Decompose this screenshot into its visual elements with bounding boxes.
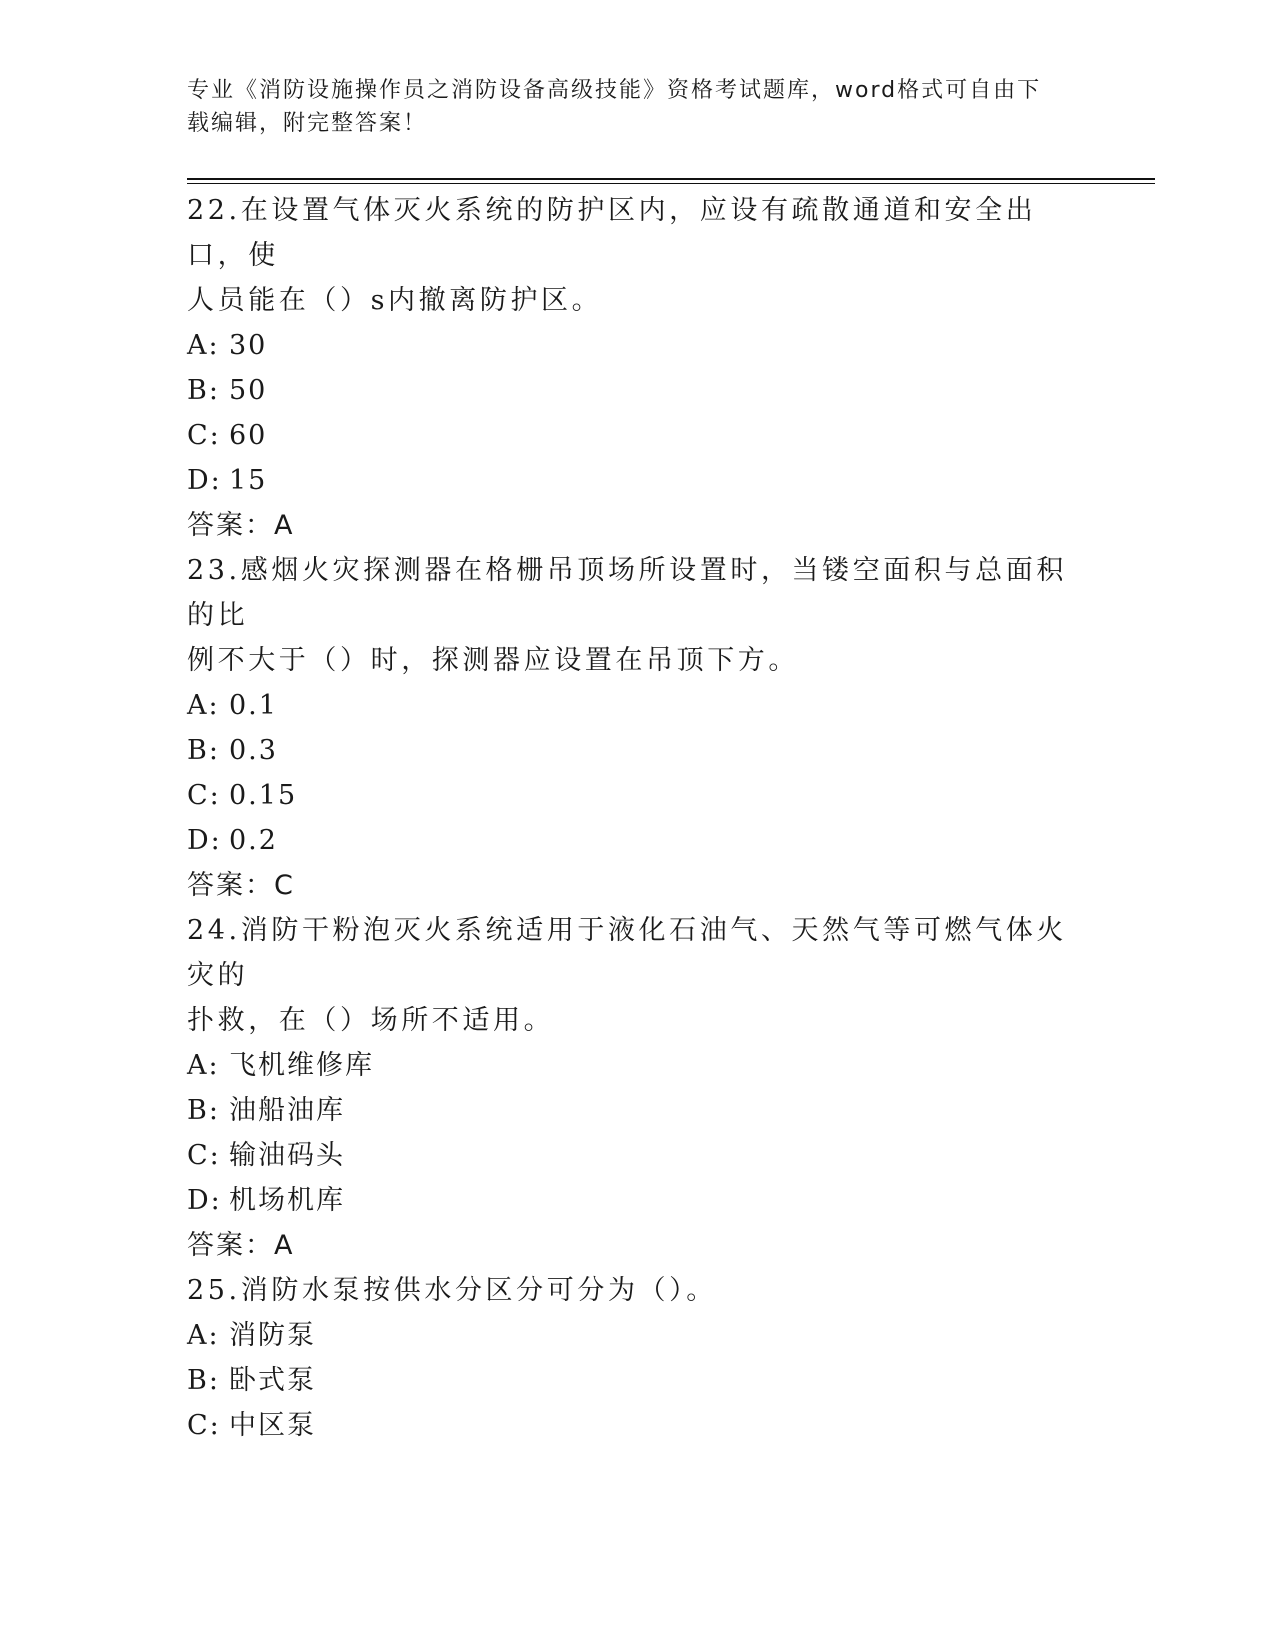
- option-d: [187, 818, 1087, 863]
- option-text: 卧式泵: [229, 1365, 316, 1396]
- option-text: 0.2: [229, 825, 278, 856]
- option-text: 15: [229, 465, 268, 496]
- document-header: [187, 74, 1067, 140]
- option-d: [187, 1178, 1087, 1223]
- question-stem-line-1: 23.感烟火灾探测器在格栅吊顶场所设置时，当镂空面积与总面积的比: [187, 555, 1067, 631]
- option-text: 消防泵: [229, 1320, 316, 1351]
- option-c: [187, 413, 1087, 458]
- question-23: [187, 548, 1087, 908]
- option-text: 机场机库: [229, 1185, 345, 1216]
- option-letter: B:: [187, 1095, 220, 1126]
- option-c: [187, 773, 1087, 818]
- option-text: 60: [229, 420, 268, 451]
- option-letter: A:: [187, 690, 220, 721]
- answer-line: 答案：A: [187, 510, 295, 541]
- question-stem-line-2: 扑救，在（）场所不适用。: [187, 1005, 555, 1036]
- question-stem-line-1: 25.消防水泵按供水分区分可分为（）。: [187, 1275, 717, 1306]
- option-text: 油船油库: [229, 1095, 345, 1126]
- option-letter: C:: [187, 780, 221, 811]
- option-letter: B:: [187, 375, 220, 406]
- option-b: [187, 1358, 1087, 1403]
- option-d: [187, 458, 1087, 503]
- question-stem-line-1: 22.在设置气体灭火系统的防护区内，应设有疏散通道和安全出口，使: [187, 195, 1037, 271]
- option-c: [187, 1403, 1087, 1448]
- option-text: 0.1: [229, 690, 278, 721]
- answer-line: 答案：A: [187, 1230, 295, 1261]
- option-letter: B:: [187, 735, 220, 766]
- option-b: [187, 1088, 1087, 1133]
- option-b: [187, 368, 1087, 413]
- option-letter: D:: [187, 465, 222, 496]
- option-text: 30: [229, 330, 268, 361]
- option-text: 输油码头: [229, 1140, 345, 1171]
- option-letter: A:: [187, 1050, 220, 1081]
- option-a: [187, 683, 1087, 728]
- question-stem-line-1: 24.消防干粉泡灭火系统适用于液化石油气、天然气等可燃气体火灾的: [187, 915, 1067, 991]
- question-22: [187, 188, 1087, 548]
- option-letter: D:: [187, 1185, 222, 1216]
- option-letter: A:: [187, 330, 220, 361]
- option-a: [187, 1313, 1087, 1358]
- answer-line: 答案：C: [187, 870, 295, 901]
- header-divider-thick: [187, 178, 1155, 180]
- option-text: 中区泵: [229, 1410, 316, 1441]
- option-text: 飞机维修库: [229, 1050, 374, 1081]
- question-24: [187, 908, 1087, 1268]
- option-b: [187, 728, 1087, 773]
- header-line-2: 载编辑，附完整答案！: [187, 111, 428, 136]
- question-stem-line-2: 人员能在（）s内撤离防护区。: [187, 285, 603, 316]
- header-divider-thin: [187, 183, 1155, 184]
- option-letter: B:: [187, 1365, 220, 1396]
- option-letter: C:: [187, 1140, 221, 1171]
- option-text: 0.15: [229, 780, 298, 811]
- option-letter: A:: [187, 1320, 220, 1351]
- option-a: [187, 1043, 1087, 1088]
- option-letter: C:: [187, 1410, 221, 1441]
- option-text: 50: [229, 375, 268, 406]
- option-letter: C:: [187, 420, 221, 451]
- option-text: 0.3: [229, 735, 278, 766]
- question-stem-line-2: 例不大于（）时，探测器应设置在吊顶下方。: [187, 645, 799, 676]
- option-letter: D:: [187, 825, 222, 856]
- option-a: [187, 323, 1087, 368]
- question-25: [187, 1268, 1087, 1448]
- option-c: [187, 1133, 1087, 1178]
- header-line-1: 专业《消防设施操作员之消防设备高级技能》资格考试题库，word格式可自由下: [187, 78, 1042, 103]
